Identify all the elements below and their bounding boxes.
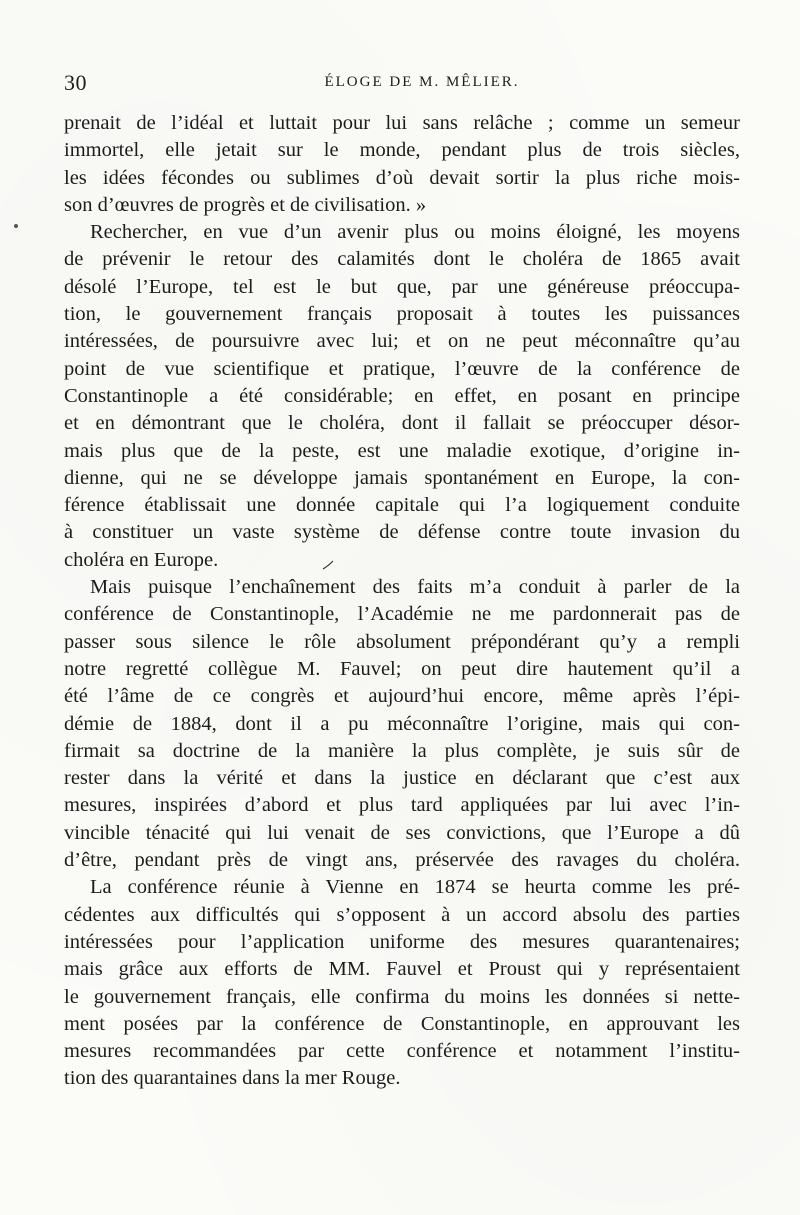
text-line: vincible ténacité qui lui venait de ses convictions, que l’Europe a dû xyxy=(64,821,740,844)
text-line: Mais puisque l’enchaînement des faits m’a conduit à parler de la xyxy=(90,576,740,599)
text-line: dienne, qui ne se développe jamais spontanément en Europe, la con- xyxy=(64,466,740,489)
text-line: Rechercher, en vue d’un avenir plus ou moins éloigné, les moyens xyxy=(90,221,740,244)
text-line: son d’œuvres de progrès et de civilisation. » xyxy=(64,193,427,216)
text-line: été l’âme de ce congrès et aujourd’hui encore, même après l’épi- xyxy=(64,685,740,708)
text-line: le gouvernement français, elle confirma du moins les données si nette- xyxy=(64,985,740,1008)
text-line: tion, le gouvernement français proposait à toutes les puissances xyxy=(64,303,740,326)
text-line: ment posées par la conférence de Constantinople, en approuvant les xyxy=(64,1012,740,1035)
text-line: La conférence réunie à Vienne en 1874 se heurta comme les pré- xyxy=(90,876,740,899)
page-header xyxy=(64,70,740,98)
text-line: d’être, pendant près de vingt ans, préservée des ravages du choléra. xyxy=(64,849,740,872)
text-line: rester dans la vérité et dans la justice en déclarant que c’est aux xyxy=(64,767,740,790)
text-line: désolé l’Europe, tel est le but que, par une généreuse préoccupa- xyxy=(64,275,740,298)
text-line: mais grâce aux efforts de MM. Fauvel et Proust qui y représentaient xyxy=(64,958,740,981)
text-line: mesures, inspirées d’abord et plus tard appliquées par lui avec l’in- xyxy=(64,794,740,817)
text-line: tion des quarantaines dans la mer Rouge. xyxy=(64,1067,401,1090)
text-line: immortel, elle jetait sur le monde, pendant plus de trois siècles, xyxy=(64,139,740,162)
text-line: firmait sa doctrine de la manière la plus complète, je suis sûr de xyxy=(64,739,740,762)
text-line: mesures recommandées par cette conférence et notamment l’institu- xyxy=(64,1040,740,1063)
text-line: choléra en Europe. xyxy=(64,548,219,571)
page-number: 30 xyxy=(64,70,87,95)
text-line: les idées fécondes ou sublimes d’où devait sortir la plus riche mois- xyxy=(64,166,740,189)
text-line: Constantinople a été considérable; en effet, en posant en principe xyxy=(64,384,740,407)
text-line: conférence de Constantinople, l’Académie ne me pardonnerait pas de xyxy=(64,603,740,626)
body-text xyxy=(64,110,740,1093)
margin-speck xyxy=(14,224,18,228)
text-line: démie de 1884, dont il a pu méconnaître l’origine, mais qui con- xyxy=(64,712,740,735)
text-line: notre regretté collègue M. Fauvel; on peut dire hautement qu’il a xyxy=(64,657,740,680)
running-title: ÉLOGE DE M. MÊLIER. xyxy=(324,74,520,90)
text-line: intéressées pour l’application uniforme des mesures quarantenaires; xyxy=(64,930,740,953)
text-line: point de vue scientifique et pratique, l’œuvre de la conférence de xyxy=(64,357,740,380)
text-line: cédentes aux difficultés qui s’opposent à un accord absolu des parties xyxy=(64,903,740,926)
text-line: férence établissait une donnée capitale qui l’a logiquement conduite xyxy=(64,494,740,517)
text-line: intéressées, de poursuivre avec lui; et on ne peut méconnaître qu’au xyxy=(64,330,740,353)
text-line: à constituer un vaste système de défense contre toute invasion du xyxy=(64,521,740,544)
text-line: passer sous silence le rôle absolument prépondérant qu’y a rempli xyxy=(64,630,740,653)
text-line: de prévenir le retour des calamités dont le choléra de 1865 avait xyxy=(64,248,740,271)
text-line: mais plus que de la peste, est une maladie exotique, d’origine in- xyxy=(64,439,740,462)
text-line: et en démontrant que le choléra, dont il fallait se préoccuper désor- xyxy=(64,412,740,435)
text-line: prenait de l’idéal et luttait pour lui sans relâche ; comme un semeur xyxy=(64,112,740,134)
